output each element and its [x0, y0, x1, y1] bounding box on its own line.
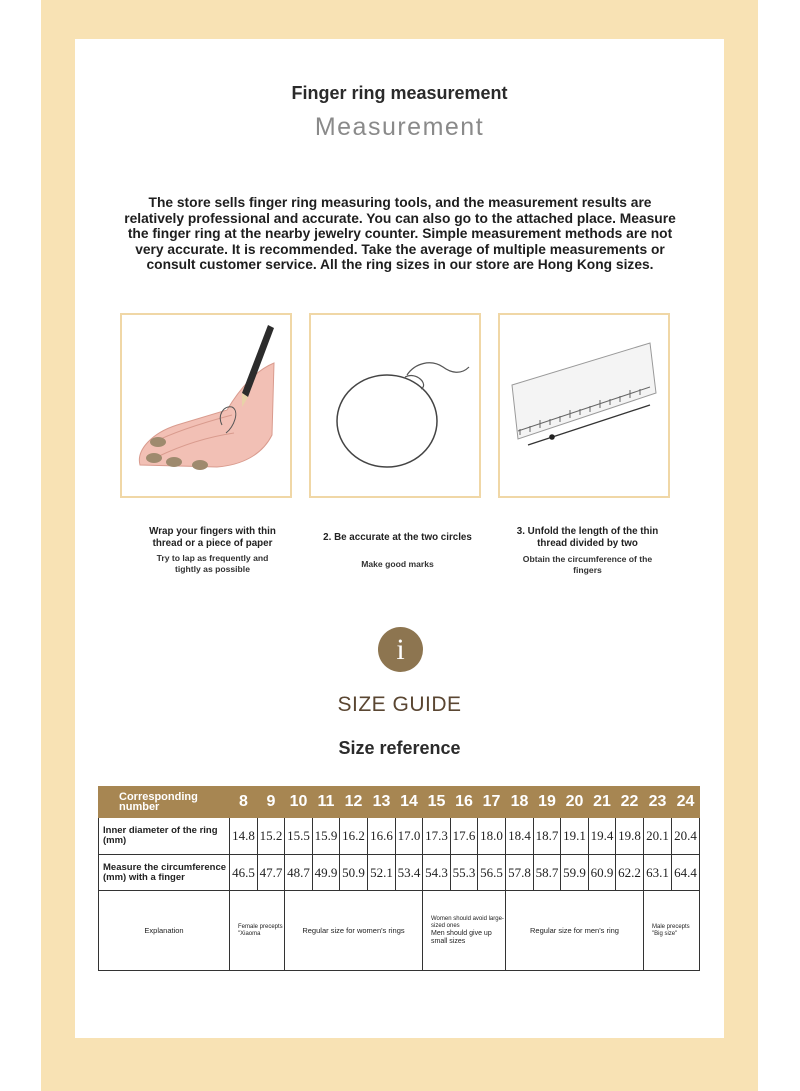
circ-cell: 52.1	[368, 855, 396, 891]
inner-cell: 17.0	[396, 818, 423, 855]
circ-cell: 59.9	[561, 855, 589, 891]
row-label-inner: Inner diameter of the ring (mm)	[99, 818, 230, 855]
table-row-explanation	[99, 891, 700, 971]
expl-avoid-women: Women should avoid large-sized ones	[431, 915, 504, 929]
hand-with-pen-icon	[122, 315, 290, 496]
circ-cell: 46.5	[230, 855, 258, 891]
inner-cell: 14.8	[230, 818, 258, 855]
size-cell: 19	[534, 787, 561, 818]
inner-cell: 15.5	[285, 818, 313, 855]
step-3-note: Obtain the circumference of the fingers	[522, 554, 653, 575]
ruler-icon	[500, 315, 668, 496]
row-label-circumference: Measure the circumference (mm) with a finger	[99, 855, 230, 891]
info-letter: i	[396, 633, 405, 666]
inner-cell: 18.4	[506, 818, 534, 855]
size-cell: 21	[589, 787, 616, 818]
row-label-explanation: Explanation	[99, 891, 230, 971]
circ-cell: 58.7	[534, 855, 561, 891]
circ-cell: 49.9	[313, 855, 340, 891]
step-2-illustration	[309, 313, 481, 498]
expl-female: Female precepts "Xiaoma	[230, 891, 285, 971]
size-cell: 15	[423, 787, 451, 818]
inner-cell: 20.1	[644, 818, 672, 855]
circ-cell: 57.8	[506, 855, 534, 891]
inner-cell: 20.4	[672, 818, 700, 855]
table-row-circumference	[99, 855, 700, 891]
size-table	[98, 786, 700, 971]
page-title: Finger ring measurement	[291, 83, 508, 103]
inner-cell: 16.6	[368, 818, 396, 855]
inner-cell: 15.2	[258, 818, 285, 855]
step-2-caption: 2. Be accurate at the two circles	[323, 532, 472, 543]
size-cell: 18	[506, 787, 534, 818]
inner-cell: 15.9	[313, 818, 340, 855]
circ-cell: 56.5	[478, 855, 506, 891]
size-cell: 22	[616, 787, 644, 818]
circ-cell: 53.4	[396, 855, 423, 891]
circ-cell: 54.3	[423, 855, 451, 891]
circ-cell: 50.9	[340, 855, 368, 891]
step-3-illustration	[498, 313, 670, 498]
expl-men: Regular size for men's ring	[506, 891, 644, 971]
table-row-inner	[99, 818, 700, 855]
size-cell: 17	[478, 787, 506, 818]
size-cell: 11	[313, 787, 340, 818]
size-cell: 9	[258, 787, 285, 818]
inner-cell: 19.8	[616, 818, 644, 855]
page-subtitle: Measurement	[314, 113, 485, 141]
step-3-caption: 3. Unfold the length of the thin thread divided by two	[516, 526, 659, 549]
expl-male: Male precepts "Big size"	[644, 891, 700, 971]
inner-cell: 19.1	[561, 818, 589, 855]
size-cell: 8	[230, 787, 258, 818]
inner-cell: 17.6	[451, 818, 478, 855]
inner-cell: 17.3	[423, 818, 451, 855]
circ-cell: 48.7	[285, 855, 313, 891]
size-cell: 24	[672, 787, 700, 818]
intro-text: The store sells finger ring measuring tools, and the measurement results are relatively professional and accurate. You can also go to the attached place. Measure the finger ring at the nearby jewelry counter. Simple measurement methods are not very accurate. It is recommended. Take the average of multiple measurements or consult customer service. All the ring sizes in our store are Hong Kong sizes.	[124, 195, 676, 273]
inner-cell: 18.0	[478, 818, 506, 855]
circ-cell: 64.4	[672, 855, 700, 891]
step-1-caption: Wrap your fingers with thin thread or a piece of paper	[149, 526, 276, 549]
size-cell: 16	[451, 787, 478, 818]
inner-cell: 18.7	[534, 818, 561, 855]
circ-cell: 60.9	[589, 855, 616, 891]
size-cell: 12	[340, 787, 368, 818]
size-reference-heading: Size reference	[338, 738, 461, 758]
circ-cell: 47.7	[258, 855, 285, 891]
circ-cell: 62.2	[616, 855, 644, 891]
expl-women: Regular size for women's rings	[285, 891, 423, 971]
thread-loop-icon	[311, 315, 479, 496]
step-1-note: Try to lap as frequently and tightly as possible	[156, 553, 269, 574]
size-cell: 13	[368, 787, 396, 818]
expl-avoid	[423, 891, 506, 971]
row-label-number: Corresponding number	[99, 787, 230, 818]
size-cell: 20	[561, 787, 589, 818]
circ-cell: 55.3	[451, 855, 478, 891]
inner-cell: 16.2	[340, 818, 368, 855]
table-row-number	[99, 787, 700, 818]
size-cell: 14	[396, 787, 423, 818]
info-icon	[378, 627, 423, 672]
step-2-note: Make good marks	[361, 559, 434, 569]
inner-cell: 19.4	[589, 818, 616, 855]
step-1-illustration	[120, 313, 292, 498]
size-cell: 23	[644, 787, 672, 818]
size-guide-heading: SIZE GUIDE	[337, 693, 462, 716]
expl-avoid-men: Men should give up small sizes	[431, 929, 492, 945]
circ-cell: 63.1	[644, 855, 672, 891]
size-cell: 10	[285, 787, 313, 818]
